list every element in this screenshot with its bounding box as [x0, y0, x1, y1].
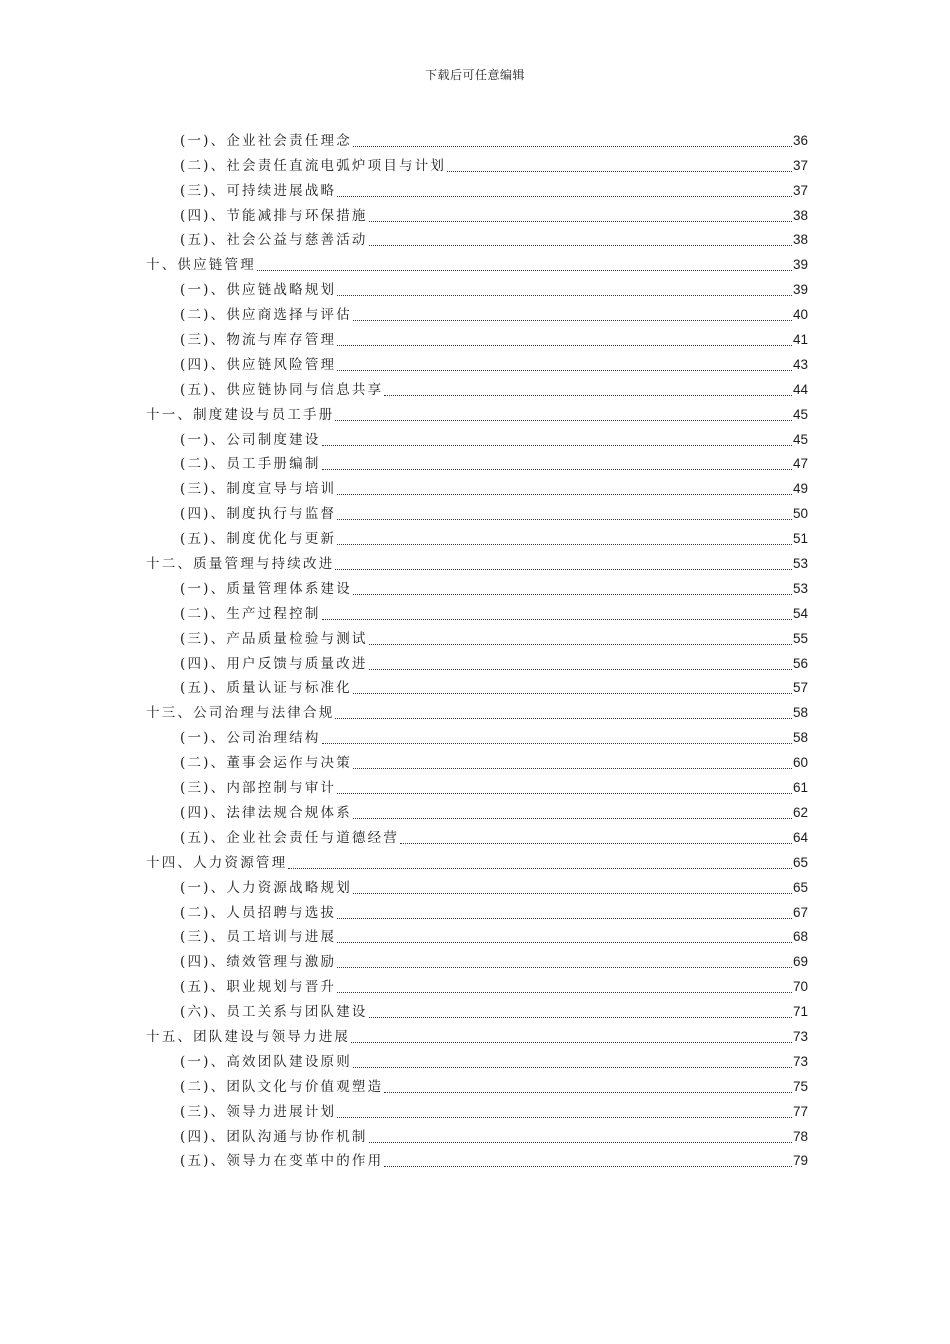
toc-page-number: 77: [792, 1103, 808, 1119]
toc-dot-leader: [322, 742, 792, 744]
toc-section-link[interactable]: [146, 748, 808, 773]
toc-section-link[interactable]: [146, 873, 808, 898]
toc-dot-leader: [337, 1116, 792, 1118]
toc-page-number: 73: [792, 1053, 808, 1069]
toc-page-number: 70: [792, 979, 808, 995]
toc-page-number: 54: [792, 605, 808, 621]
toc-section-link[interactable]: [146, 350, 808, 375]
toc-entry-title: (一)、供应链战略规划: [180, 282, 337, 299]
toc-dot-leader: [369, 1016, 792, 1018]
toc-page-number: 65: [792, 879, 808, 895]
toc-chapter-link[interactable]: [146, 848, 808, 873]
toc-section-link[interactable]: [146, 1147, 808, 1172]
toc-entry-title: (四)、制度执行与监督: [180, 506, 337, 523]
toc-dot-leader: [384, 1165, 792, 1167]
toc-entry-title: 十四、人力资源管理: [146, 854, 288, 871]
toc-dot-leader: [337, 294, 792, 296]
toc-entry-title: (五)、社会公益与慈善活动: [180, 232, 368, 249]
toc-entry-title: (二)、社会责任直流电弧炉项目与计划: [180, 157, 447, 174]
toc-section-link[interactable]: [146, 798, 808, 823]
toc-dot-leader: [369, 1141, 792, 1143]
toc-entry-title: (四)、节能减排与环保措施: [180, 207, 368, 224]
toc-entry-title: (五)、质量认证与标准化: [180, 680, 352, 697]
toc-dot-leader: [288, 867, 792, 869]
toc-section-link[interactable]: [146, 624, 808, 649]
toc-section-link[interactable]: [146, 201, 808, 226]
toc-dot-leader: [353, 593, 792, 595]
toc-entry-title: (五)、领导力在变革中的作用: [180, 1153, 384, 1170]
toc-section-link[interactable]: [146, 474, 808, 499]
toc-entry-title: 十三、公司治理与法律合规: [146, 705, 335, 722]
toc-dot-leader: [337, 792, 792, 794]
toc-entry-title: (三)、产品质量检验与测试: [180, 630, 368, 647]
toc-page-number: 58: [792, 730, 808, 746]
toc-entry-title: (五)、职业规划与晋升: [180, 979, 337, 996]
toc-dot-leader: [353, 892, 792, 894]
toc-section-link[interactable]: [146, 300, 808, 325]
toc-entry-title: (四)、绩效管理与激励: [180, 954, 337, 971]
toc-entry-title: (一)、公司制度建设: [180, 431, 321, 448]
toc-page-number: 37: [792, 182, 808, 198]
toc-section-link[interactable]: [146, 773, 808, 798]
toc-page-number: 36: [792, 132, 808, 148]
toc-page-number: 79: [792, 1153, 808, 1169]
toc-dot-leader: [257, 269, 792, 271]
toc-page-number: 69: [792, 954, 808, 970]
toc-section-link[interactable]: [146, 375, 808, 400]
toc-section-link[interactable]: [146, 151, 808, 176]
toc-page-number: 65: [792, 854, 808, 870]
toc-dot-leader: [335, 568, 792, 570]
toc-dot-leader: [351, 1041, 792, 1043]
toc-dot-leader: [384, 1091, 792, 1093]
toc-dot-leader: [384, 394, 792, 396]
toc-dot-leader: [337, 941, 792, 943]
toc-section-link[interactable]: [146, 947, 808, 972]
toc-dot-leader: [337, 195, 792, 197]
toc-dot-leader: [337, 543, 792, 545]
toc-dot-leader: [335, 419, 792, 421]
toc-entry-title: 十五、团队建设与领导力进展: [146, 1028, 351, 1045]
toc-entry-title: (二)、生产过程控制: [180, 605, 321, 622]
toc-chapter-link[interactable]: [146, 400, 808, 425]
toc-entry-title: (三)、可持续进展战略: [180, 182, 337, 199]
toc-chapter-link[interactable]: [146, 698, 808, 723]
toc-section-link[interactable]: [146, 649, 808, 674]
toc-dot-leader: [337, 966, 792, 968]
toc-entry-title: (一)、企业社会责任理念: [180, 132, 352, 149]
toc-page-number: 40: [792, 307, 808, 323]
toc-section-link[interactable]: [146, 524, 808, 549]
toc-page-number: 43: [792, 356, 808, 372]
toc-entry-title: (一)、高效团队建设原则: [180, 1053, 352, 1070]
toc-dot-leader: [337, 917, 792, 919]
toc-page-number: 45: [792, 406, 808, 422]
toc-section-link[interactable]: [146, 126, 808, 151]
toc-page-number: 38: [792, 207, 808, 223]
toc-entry-title: 十、供应链管理: [146, 257, 256, 274]
toc-entry-title: (二)、人员招聘与选拔: [180, 904, 337, 921]
toc-entry-title: (五)、企业社会责任与道德经营: [180, 829, 400, 846]
toc-entry-title: 十二、质量管理与持续改进: [146, 556, 335, 573]
toc-page-number: 75: [792, 1078, 808, 1094]
toc-section-link[interactable]: [146, 997, 808, 1022]
toc-section-link[interactable]: [146, 275, 808, 300]
toc-section-link[interactable]: [146, 176, 808, 201]
toc-entry-title: (二)、团队文化与价值观塑造: [180, 1078, 384, 1095]
toc-page-number: 68: [792, 929, 808, 945]
toc-page-number: 53: [792, 556, 808, 572]
table-of-contents: [146, 126, 808, 1171]
toc-section-link[interactable]: [146, 898, 808, 923]
toc-entry-title: (三)、制度宣导与培训: [180, 481, 337, 498]
toc-page-number: 53: [792, 580, 808, 596]
toc-section-link[interactable]: [146, 499, 808, 524]
toc-page-number: 55: [792, 630, 808, 646]
toc-page-number: 49: [792, 481, 808, 497]
toc-entry-title: (五)、供应链协同与信息共享: [180, 381, 384, 398]
toc-dot-leader: [447, 170, 792, 172]
toc-dot-leader: [337, 344, 792, 346]
toc-entry-title: (二)、董事会运作与决策: [180, 755, 352, 772]
toc-section-link[interactable]: [146, 1047, 808, 1072]
toc-entry-title: (五)、制度优化与更新: [180, 531, 337, 548]
toc-dot-leader: [353, 767, 792, 769]
toc-section-link[interactable]: [146, 823, 808, 848]
toc-page-number: 61: [792, 780, 808, 796]
toc-dot-leader: [337, 518, 792, 520]
toc-page-number: 78: [792, 1128, 808, 1144]
toc-entry-title: (二)、供应商选择与评估: [180, 307, 352, 324]
toc-entry-title: (一)、人力资源战略规划: [180, 879, 352, 896]
toc-page-number: 71: [792, 1004, 808, 1020]
toc-page-number: 50: [792, 506, 808, 522]
toc-entry-title: (一)、质量管理体系建设: [180, 580, 352, 597]
toc-dot-leader: [369, 668, 792, 670]
toc-entry-title: 十一、制度建设与员工手册: [146, 406, 335, 423]
toc-section-link[interactable]: [146, 1122, 808, 1147]
toc-entry-title: (四)、用户反馈与质量改进: [180, 655, 368, 672]
toc-dot-leader: [369, 244, 792, 246]
toc-entry-title: (三)、内部控制与审计: [180, 780, 337, 797]
toc-dot-leader: [337, 991, 792, 993]
toc-page-number: 41: [792, 332, 808, 348]
toc-section-link[interactable]: [146, 1072, 808, 1097]
toc-dot-leader: [400, 842, 792, 844]
toc-chapter-link[interactable]: [146, 250, 808, 275]
toc-entry-title: (三)、物流与库存管理: [180, 332, 337, 349]
toc-chapter-link[interactable]: [146, 549, 808, 574]
toc-page-number: 58: [792, 705, 808, 721]
toc-section-link[interactable]: [146, 972, 808, 997]
toc-page-number: 57: [792, 680, 808, 696]
page-header: 下载后可任意编辑: [424, 68, 525, 82]
toc-page-number: 62: [792, 804, 808, 820]
toc-page-number: 39: [792, 282, 808, 298]
toc-dot-leader: [322, 618, 792, 620]
toc-section-link[interactable]: [146, 923, 808, 948]
toc-entry-title: (四)、供应链风险管理: [180, 356, 337, 373]
toc-dot-leader: [353, 817, 792, 819]
toc-page-number: 45: [792, 431, 808, 447]
toc-section-link[interactable]: [146, 674, 808, 699]
toc-entry-title: (四)、法律法规合规体系: [180, 804, 352, 821]
toc-dot-leader: [353, 319, 792, 321]
toc-section-link[interactable]: [146, 723, 808, 748]
toc-dot-leader: [353, 145, 792, 147]
toc-dot-leader: [369, 220, 792, 222]
toc-dot-leader: [322, 468, 792, 470]
toc-dot-leader: [322, 444, 792, 446]
toc-page-number: 47: [792, 456, 808, 472]
toc-page-number: 44: [792, 381, 808, 397]
toc-page-number: 60: [792, 755, 808, 771]
toc-entry-title: (二)、员工手册编制: [180, 456, 321, 473]
toc-section-link[interactable]: [146, 450, 808, 475]
toc-chapter-link[interactable]: [146, 1022, 808, 1047]
toc-page-number: 39: [792, 257, 808, 273]
toc-dot-leader: [353, 692, 792, 694]
toc-dot-leader: [337, 493, 792, 495]
toc-entry-title: (三)、员工培训与进展: [180, 929, 337, 946]
toc-entry-title: (三)、领导力进展计划: [180, 1103, 337, 1120]
toc-page-number: 67: [792, 904, 808, 920]
toc-entry-title: (四)、团队沟通与协作机制: [180, 1128, 368, 1145]
toc-dot-leader: [335, 717, 792, 719]
toc-page-number: 56: [792, 655, 808, 671]
toc-entry-title: (六)、员工关系与团队建设: [180, 1004, 368, 1021]
toc-section-link[interactable]: [146, 599, 808, 624]
toc-dot-leader: [369, 643, 792, 645]
toc-page-number: 37: [792, 157, 808, 173]
toc-section-link[interactable]: [146, 425, 808, 450]
toc-dot-leader: [337, 369, 792, 371]
toc-entry-title: (一)、公司治理结构: [180, 730, 321, 747]
toc-section-link[interactable]: [146, 574, 808, 599]
toc-page-number: 38: [792, 232, 808, 248]
toc-page-number: 51: [792, 531, 808, 547]
toc-section-link[interactable]: [146, 226, 808, 251]
toc-page-number: 73: [792, 1028, 808, 1044]
toc-section-link[interactable]: [146, 325, 808, 350]
toc-page-number: 64: [792, 829, 808, 845]
toc-section-link[interactable]: [146, 1097, 808, 1122]
toc-dot-leader: [353, 1066, 792, 1068]
